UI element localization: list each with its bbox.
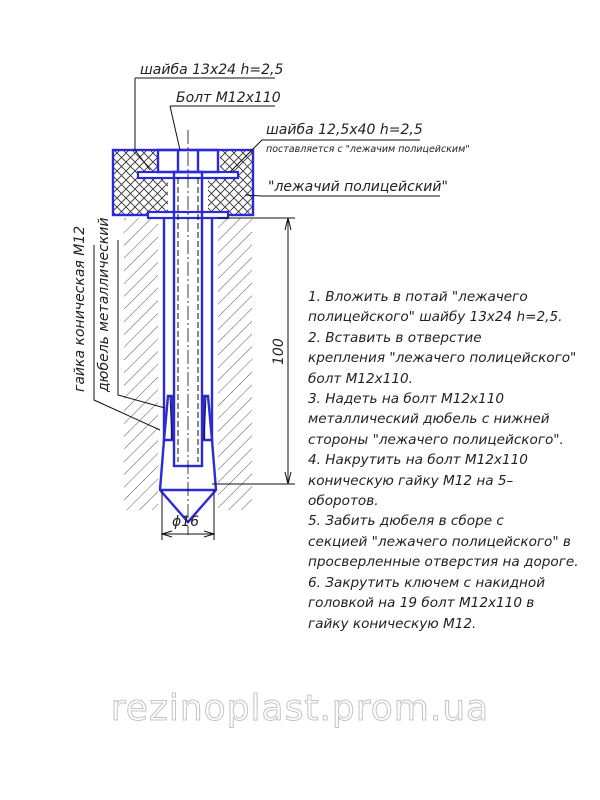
instruction-line: секцией "лежачего полицейского" в xyxy=(308,533,571,550)
label-conical-nut: гайка коническая М12 xyxy=(72,225,88,392)
label-dowel: дюбель металлический xyxy=(96,217,112,392)
label-depth: 100 xyxy=(271,338,287,365)
instruction-line: болт М12х110. xyxy=(308,370,413,387)
instruction-line: стороны "лежачего полицейского". xyxy=(308,431,564,448)
instruction-line: гайку коническую М12. xyxy=(308,615,477,632)
instruction-line: 2. Вставить в отверстие xyxy=(308,329,482,346)
instruction-line: полицейского" шайбу 13х24 h=2,5. xyxy=(308,309,563,326)
label-washer-small: шайба 12,5х40 h=2,5 xyxy=(266,122,423,138)
instruction-line: крепления "лежачего полицейского" xyxy=(308,350,577,367)
instruction-line: 5. Забить дюбеля в сборе с xyxy=(308,513,504,530)
label-washer-top: шайба 13х24 h=2,5 xyxy=(140,62,284,78)
instruction-line: 3. Надеть на болт М12х110 xyxy=(308,391,505,408)
watermark: rezinoplast.prom.ua xyxy=(110,688,490,729)
instruction-line: оборотов. xyxy=(308,493,379,510)
instruction-line: коническую гайку М12 на 5– xyxy=(308,472,514,489)
instruction-line: головкой на 19 болт М12х110 в xyxy=(308,595,535,612)
speed-bump-section xyxy=(113,150,253,218)
label-bolt: Болт М12х110 xyxy=(176,90,281,106)
instruction-line: 6. Закрутить ключем с накидной xyxy=(308,574,546,591)
label-washer-note: поставляется с "лежачим полицейским" xyxy=(266,144,470,155)
instruction-line: просверленные отверстия на дороге. xyxy=(308,554,579,571)
label-diameter: ϕ16 xyxy=(172,514,200,530)
instruction-line: 1. Вложить в потай "лежачего xyxy=(308,289,528,305)
instruction-line: металлический дюбель с нижней xyxy=(308,411,550,428)
instruction-list xyxy=(308,287,588,634)
label-speed-bump: "лежачий полицейский" xyxy=(268,179,448,195)
instruction-line: 4. Накрутить на болт М12х110 xyxy=(308,452,528,469)
